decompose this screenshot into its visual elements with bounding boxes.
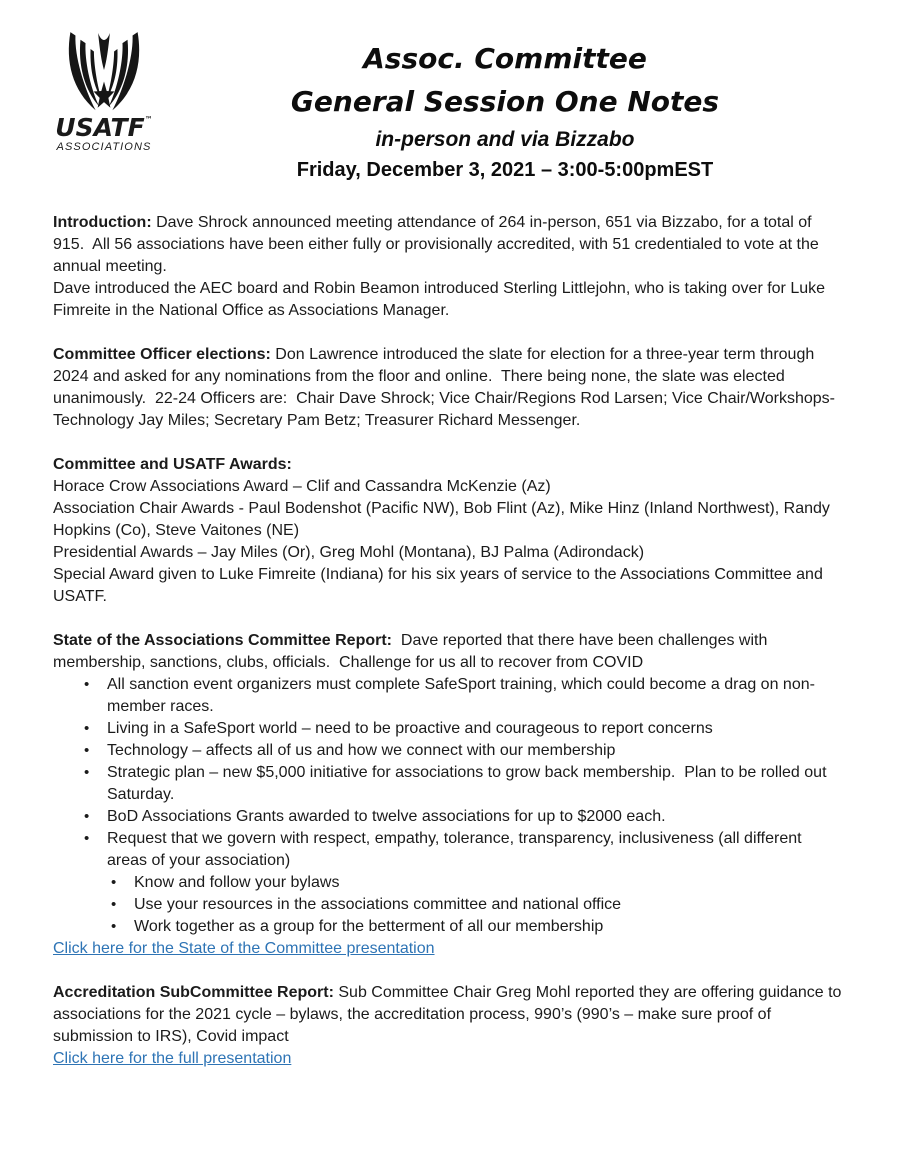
text-line <box>53 1026 863 1048</box>
awards-paragraph <box>53 454 863 608</box>
text-line: All sanction event organizers must complete SafeSport training, which could become a drag on non- <box>107 676 815 693</box>
text-line: areas of your association) <box>107 852 291 869</box>
text-run: Dave reported that there have been challenges with <box>392 632 768 649</box>
text-line <box>53 410 863 432</box>
logo-brand-text: USATF™ <box>55 113 153 142</box>
text-line <box>53 454 863 476</box>
text-line <box>53 344 863 366</box>
bullet-item <box>53 718 863 740</box>
text-line <box>53 388 863 410</box>
text-line <box>53 982 863 1004</box>
title-block <box>110 37 900 184</box>
bullet-icon: • <box>111 896 117 913</box>
bullet-item <box>53 916 863 938</box>
text-line <box>53 212 863 234</box>
text-line: Request that we govern with respect, empathy, tolerance, transparency, inclusiveness (all different <box>107 830 802 847</box>
text-line <box>53 300 863 322</box>
document-body <box>53 212 863 1070</box>
text-line <box>53 234 863 256</box>
page-title-line1: Assoc. Committee <box>363 42 647 75</box>
text-run: membership, sanctions, clubs, officials. Challenge for us all to recover from COVID <box>53 654 644 671</box>
text-line: Living in a SafeSport world – need to be proactive and courageous to report concerns <box>107 720 713 737</box>
text-run: Horace Crow Associations Award – Clif and Cassandra McKenzie (Az) <box>53 478 551 495</box>
text-line <box>53 586 863 608</box>
text-run: State of the Associations Committee Report: <box>53 632 393 649</box>
text-run: Dave Shrock announced meeting attendance of 264 in-person, 651 via Bizzabo, for a total of <box>151 214 812 231</box>
text-run: 915. All 56 associations have been either fully or provisionally accredited, with 51 credentialed to vote at the <box>53 236 819 253</box>
bullet-item <box>53 872 863 894</box>
spacer <box>53 432 863 454</box>
bullet-item <box>53 674 863 718</box>
bullet-item <box>53 828 863 872</box>
text-line <box>53 366 863 388</box>
bullet-item <box>53 740 863 762</box>
text-run: annual meeting. <box>53 258 167 275</box>
state-report-bullets <box>53 674 863 938</box>
text-run: Technology Jay Miles; Secretary Pam Betz; Treasurer Richard Messenger. <box>53 412 581 429</box>
page-datetime: Friday, December 3, 2021 – 3:00-5:00pmEST <box>296 159 714 181</box>
bullet-item <box>53 806 863 828</box>
text-run: Don Lawrence introduced the slate for election for a three-year term through <box>270 346 815 363</box>
text-run: Dave introduced the AEC board and Robin Beamon introduced Sterling Littlejohn, who is taking over for Luke <box>53 280 826 297</box>
text-line <box>53 542 863 564</box>
text-line <box>53 652 863 674</box>
trademark-symbol: ™ <box>144 115 153 124</box>
spacer <box>53 608 863 630</box>
officer-elections-paragraph <box>53 344 863 432</box>
text-run: Committee and USATF Awards: <box>53 456 292 473</box>
text-run: USATF. <box>53 588 107 605</box>
text-line: Strategic plan – new $5,000 initiative for associations to grow back membership. Plan to be rolled out <box>107 764 827 781</box>
introduction-paragraph <box>53 212 863 322</box>
bullet-item <box>53 762 863 806</box>
link-full-presentation[interactable]: Click here for the full presentation <box>53 1050 292 1067</box>
bullet-icon: • <box>84 676 90 693</box>
text-run: 2024 and asked for any nominations from the floor and online. There being none, the slate was elected <box>53 368 785 385</box>
text-run: Fimreite in the National Office as Associations Manager. <box>53 302 450 319</box>
bullet-item <box>53 894 863 916</box>
bullet-icon: • <box>84 830 90 847</box>
text-line: Use your resources in the associations committee and national office <box>134 896 622 913</box>
state-report-paragraph <box>53 630 863 674</box>
page-title-line2: General Session One Notes <box>290 85 720 118</box>
text-line: BoD Associations Grants awarded to twelve associations for up to $2000 each. <box>107 808 666 825</box>
text-line: Know and follow your bylaws <box>134 874 340 891</box>
text-line <box>53 498 863 520</box>
link-state-of-committee-presentation[interactable]: Click here for the State of the Committee presentation <box>53 940 435 957</box>
bullet-icon: • <box>84 808 90 825</box>
text-line <box>53 564 863 586</box>
spacer <box>53 322 863 344</box>
text-line: member races. <box>107 698 214 715</box>
bullet-icon: • <box>84 720 90 737</box>
text-run: unanimously. 22-24 Officers are: Chair Dave Shrock; Vice Chair/Regions Rod Larsen; Vice Chair/Workshops- <box>53 390 835 407</box>
bullet-icon: • <box>84 764 90 781</box>
spacer <box>53 960 863 982</box>
text-line: Work together as a group for the betterment of all our membership <box>134 918 604 935</box>
text-line: Technology – affects all of us and how we connect with our membership <box>107 742 616 759</box>
text-run: Presidential Awards – Jay Miles (Or), Greg Mohl (Montana), BJ Palma (Adirondack) <box>53 544 645 561</box>
text-line <box>53 630 863 652</box>
text-run: Accreditation SubCommittee Report: <box>53 984 334 1001</box>
bullet-icon: • <box>111 918 117 935</box>
text-run: submission to IRS), Covid impact <box>53 1028 289 1045</box>
logo-sub-text: ASSOCIATIONS <box>56 141 152 153</box>
text-line <box>53 476 863 498</box>
text-run: Hopkins (Co), Steve Vaitones (NE) <box>53 522 300 539</box>
text-run: Association Chair Awards - Paul Bodenshot (Pacific NW), Bob Flint (Az), Mike Hinz (Inland Northwest), Randy <box>53 500 830 517</box>
text-run: associations for the 2021 cycle – bylaws, the accreditation process, 990’s (990’s – make sure proof of <box>53 1006 772 1023</box>
bullet-icon: • <box>111 874 117 891</box>
text-run: Sub Committee Chair Greg Mohl reported they are offering guidance to <box>333 984 842 1001</box>
text-line <box>53 256 863 278</box>
page-subtitle: in-person and via Bizzabo <box>375 128 635 151</box>
accreditation-paragraph <box>53 982 863 1048</box>
bullet-icon: • <box>84 742 90 759</box>
text-run: Introduction: <box>53 214 152 231</box>
text-run: Special Award given to Luke Fimreite (Indiana) for his six years of service to the Associations Committee and <box>53 566 823 583</box>
text-line: Saturday. <box>107 786 175 803</box>
text-run: Committee Officer elections: <box>53 346 271 363</box>
text-line <box>53 278 863 300</box>
text-line <box>53 1004 863 1026</box>
text-line <box>53 520 863 542</box>
